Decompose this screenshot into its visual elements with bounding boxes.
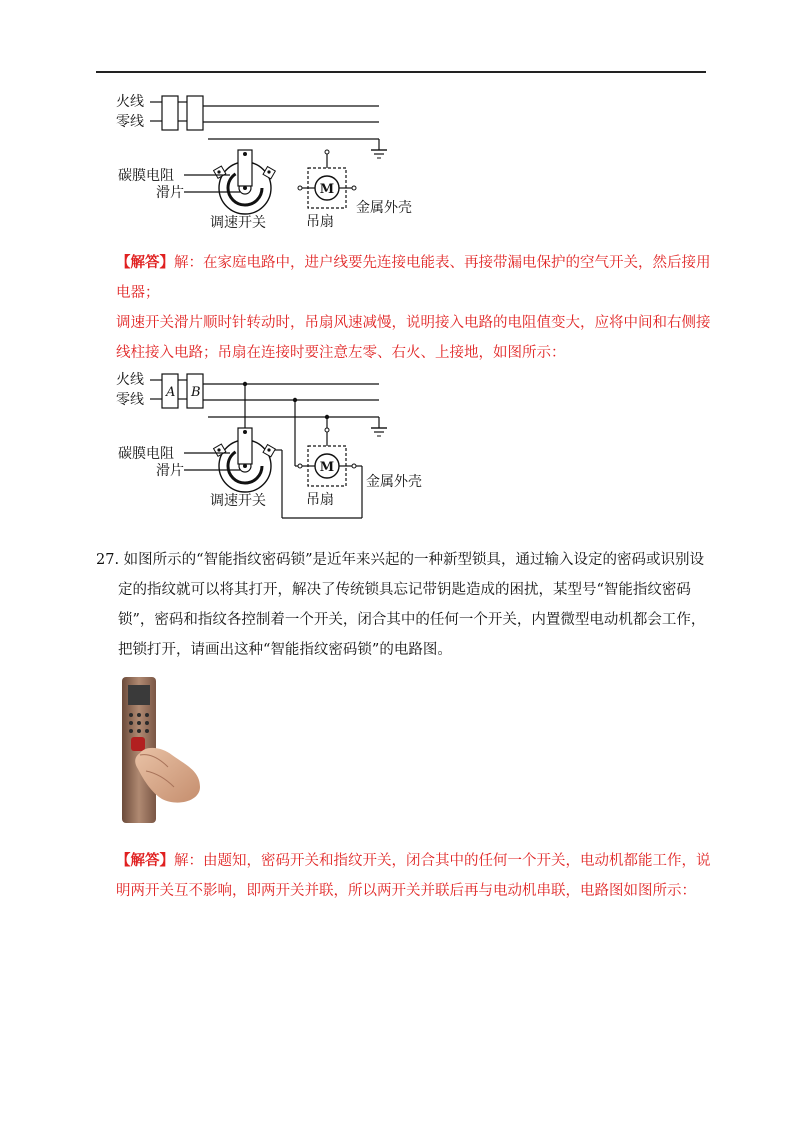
answer-2-para — [116, 846, 716, 906]
answer-1-text-1: 解：在家庭电路中，进户线要先连接电能表、再接带漏电保护的空气开关，然后接用电器； — [116, 255, 711, 301]
box-a-label: A — [166, 385, 176, 400]
question-text-rest: 定的指纹就可以将其打开，解决了传统锁具忘记带钥匙造成的困扰，某型号“智能指纹密码锁”，密码和指纹各控制着一个开关，闭合其中的任何一个开关，内置微型电动机都会工作，把锁打开，请画出这种“智能指纹密码锁”的电路图。 — [118, 582, 706, 658]
answer-tag: 【解答】 — [116, 852, 174, 869]
ground-icon — [371, 417, 387, 436]
circuit-diagram-1 — [112, 88, 432, 238]
speed-switch-label: 调速开关 — [210, 215, 266, 231]
ground-icon — [371, 139, 387, 158]
question-27-line-1 — [96, 545, 716, 575]
box-b-label: B — [191, 385, 201, 400]
fan-label: 吊扇 — [306, 214, 334, 230]
answer-1-para-1 — [116, 248, 716, 308]
answer-2 — [116, 846, 716, 906]
carbon-resistor-label: 碳膜电阻 — [118, 168, 174, 184]
answer-1 — [116, 248, 716, 368]
circuit-diagram-2 — [112, 366, 442, 526]
answer-1-para-2: 调速开关滑片顺时针转动时，吊扇风速减慢，说明接入电路的电阻值变大，应将中间和右侧接线柱接入电路；吊扇在连接时要注意左零、右火、上接地，如图所示： — [116, 315, 711, 361]
fan-motor-icon — [298, 428, 356, 486]
fingerprint-lock-image — [116, 675, 202, 825]
answer-2-text: 解：由题知，密码开关和指纹开关，闭合其中的任何一个开关，电动机都能工作，说明两开关互不影响，即两开关并联，所以两开关并联后再与电动机串联，电路图如图所示： — [116, 853, 711, 899]
question-text-1: 如图所示的“智能指纹密码锁”是近年来兴起的一种新型锁具，通过输入设定的密码或识别设 — [123, 552, 704, 568]
neutral-wire-label: 零线 — [116, 114, 144, 130]
speed-switch-icon — [214, 428, 276, 492]
neutral-wire-label: 零线 — [116, 392, 144, 408]
breaker-box — [187, 96, 203, 130]
speed-switch-label: 调速开关 — [210, 493, 266, 509]
question-number: 27. — [96, 552, 120, 568]
metal-shell-label: 金属外壳 — [366, 474, 422, 490]
fan-motor-icon — [298, 150, 356, 208]
carbon-resistor-label: 碳膜电阻 — [118, 446, 174, 462]
live-wire-label: 火线 — [116, 94, 144, 110]
motor-label: M — [319, 182, 335, 197]
header-rule — [96, 71, 706, 73]
fan-label: 吊扇 — [306, 492, 334, 508]
slider-label: 滑片 — [156, 185, 184, 201]
slider-label: 滑片 — [156, 463, 184, 479]
metal-shell-label: 金属外壳 — [356, 200, 412, 216]
motor-label: M — [319, 460, 335, 475]
speed-switch-icon — [214, 150, 276, 214]
meter-box — [162, 96, 178, 130]
question-27 — [96, 545, 716, 665]
answer-tag: 【解答】 — [116, 254, 174, 271]
live-wire-label: 火线 — [116, 372, 144, 388]
